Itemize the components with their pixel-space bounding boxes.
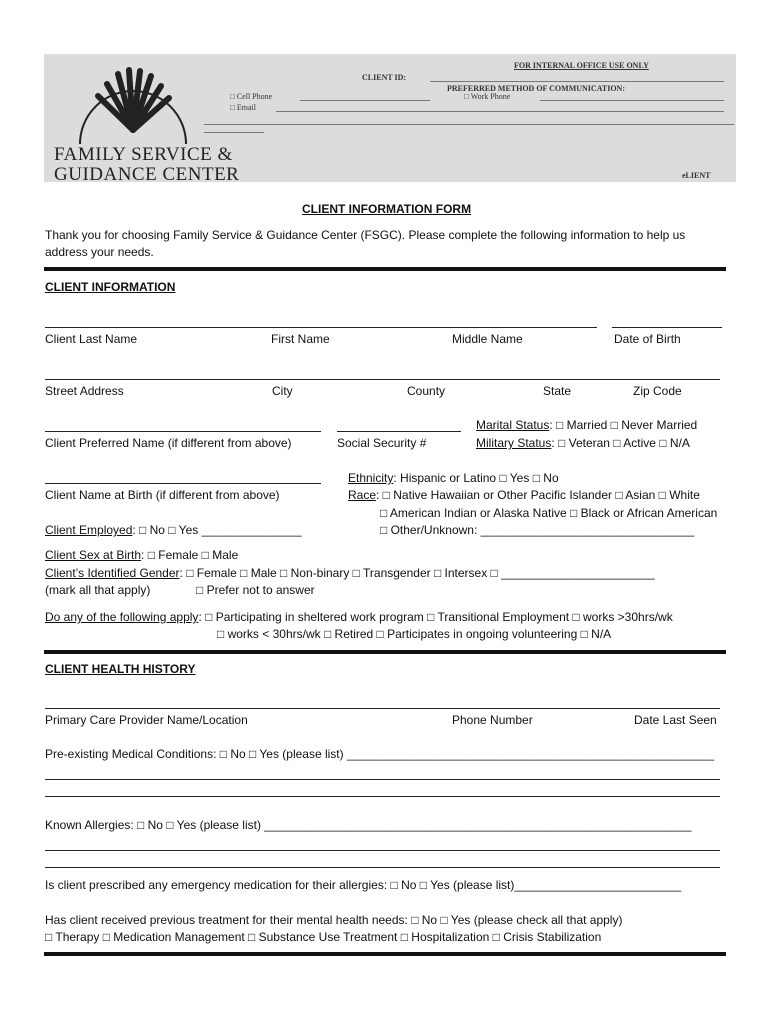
ethnicity-field[interactable]: Ethnicity: Hispanic or Latino □ Yes □ No: [348, 471, 559, 485]
birth-name-line[interactable]: [45, 483, 321, 484]
ssn-line[interactable]: [337, 431, 461, 432]
sex-at-birth-field[interactable]: Client Sex at Birth: □ Female □ Male: [45, 548, 239, 562]
header-line-1: [204, 124, 734, 125]
apply-options-2[interactable]: □ works < 30hrs/wk □ Retired □ Participates in ongoing volunteering □ N/A: [217, 627, 612, 641]
intro-line-1: Thank you for choosing Family Service & Guidance Center (FSGC). Please complete the following information to help us: [45, 228, 686, 242]
allergies-line-2[interactable]: [45, 850, 720, 851]
eclient-label: eLIENT: [682, 171, 711, 180]
employed-field[interactable]: Client Employed: □ No □ Yes _______________: [45, 523, 302, 537]
prefer-not-option[interactable]: □ Prefer not to answer: [196, 583, 315, 597]
county-label: County: [407, 384, 446, 398]
military-status[interactable]: Military Status: □ Veteran □ Active □ N/A: [476, 436, 690, 450]
allergies-field[interactable]: Known Allergies: □ No □ Yes (please list) ________________________________________________________________: [45, 818, 692, 832]
preexisting-line-3[interactable]: [45, 796, 720, 797]
client-id-line[interactable]: [430, 81, 724, 82]
section-divider: [44, 267, 726, 271]
dob-label: Date of Birth: [614, 332, 681, 346]
apply-field[interactable]: Do any of the following apply: □ Participating in sheltered work program □ Transitional Employment □ works >30hrs/wk: [45, 610, 673, 624]
preexisting-field[interactable]: Pre-existing Medical Conditions: □ No □ Yes (please list) _______________________________________________________: [45, 747, 715, 761]
race-options-3[interactable]: □ Other/Unknown: ________________________________: [380, 523, 695, 537]
emergency-medication-field[interactable]: Is client prescribed any emergency medication for their allergies: □ No □ Yes (please list)_________________________: [45, 878, 682, 892]
form-title: CLIENT INFORMATION FORM: [302, 202, 472, 216]
last-name-label: Client Last Name: [45, 332, 138, 346]
preferred-name-line[interactable]: [45, 431, 321, 432]
race-options-2[interactable]: □ American Indian or Alaska Native □ Black or African American: [380, 506, 718, 520]
last-seen-label: Date Last Seen: [634, 713, 717, 727]
name-field-line[interactable]: [45, 327, 597, 328]
org-name-line2: GUIDANCE CENTER: [54, 164, 240, 185]
preferred-method-label: PREFERRED METHOD OF COMMUNICATION:: [447, 84, 625, 93]
preexisting-line-2[interactable]: [45, 779, 720, 780]
pcp-label: Primary Care Provider Name/Location: [45, 713, 248, 727]
email-line[interactable]: [276, 111, 724, 112]
gender-field[interactable]: Client’s Identified Gender: □ Female □ Male □ Non-binary □ Transgender □ Intersex □ _______________________: [45, 566, 655, 580]
address-field-line[interactable]: [45, 379, 720, 380]
work-phone-line[interactable]: [540, 100, 724, 101]
client-info-heading: CLIENT INFORMATION: [45, 280, 176, 294]
zip-label: Zip Code: [633, 384, 682, 398]
marital-status[interactable]: Marital Status: □ Married □ Never Married: [476, 418, 698, 432]
city-label: City: [272, 384, 293, 398]
treatment-options[interactable]: □ Therapy □ Medication Management □ Substance Use Treatment □ Hospitalization □ Crisis Stabilization: [45, 930, 602, 944]
street-label: Street Address: [45, 384, 124, 398]
first-name-label: First Name: [271, 332, 330, 346]
race-field[interactable]: Race: □ Native Hawaiian or Other Pacific Islander □ Asian □ White: [348, 488, 700, 502]
header-line-2: [204, 132, 264, 133]
section-divider-2: [44, 650, 726, 654]
fan-logo-icon: [78, 64, 188, 144]
ssn-label: Social Security #: [337, 436, 427, 450]
org-name-line1: FAMILY SERVICE &: [54, 144, 233, 165]
phone-label: Phone Number: [452, 713, 533, 727]
cell-phone-line[interactable]: [300, 100, 430, 101]
section-divider-3: [44, 952, 726, 956]
internal-use-label: FOR INTERNAL OFFICE USE ONLY: [514, 61, 649, 70]
work-phone-option[interactable]: □ Work Phone: [464, 92, 511, 101]
preferred-name-label: Client Preferred Name (if different from above): [45, 436, 292, 450]
email-option[interactable]: □ Email: [230, 103, 256, 112]
previous-treatment-field[interactable]: Has client received previous treatment for their mental health needs: □ No □ Yes (please check all that apply): [45, 913, 623, 927]
dob-field-line[interactable]: [612, 327, 722, 328]
intro-line-2: address your needs.: [45, 245, 154, 259]
office-header: [44, 54, 736, 185]
pcp-field-line[interactable]: [45, 708, 720, 709]
middle-name-label: Middle Name: [452, 332, 523, 346]
mark-all-note: (mark all that apply): [45, 583, 151, 597]
cell-phone-option[interactable]: □ Cell Phone: [230, 92, 273, 101]
state-label: State: [543, 384, 572, 398]
client-id-label: CLIENT ID:: [362, 73, 407, 82]
health-heading: CLIENT HEALTH HISTORY: [45, 662, 196, 676]
allergies-line-3[interactable]: [45, 867, 720, 868]
birth-name-label: Client Name at Birth (if different from above): [45, 488, 280, 502]
